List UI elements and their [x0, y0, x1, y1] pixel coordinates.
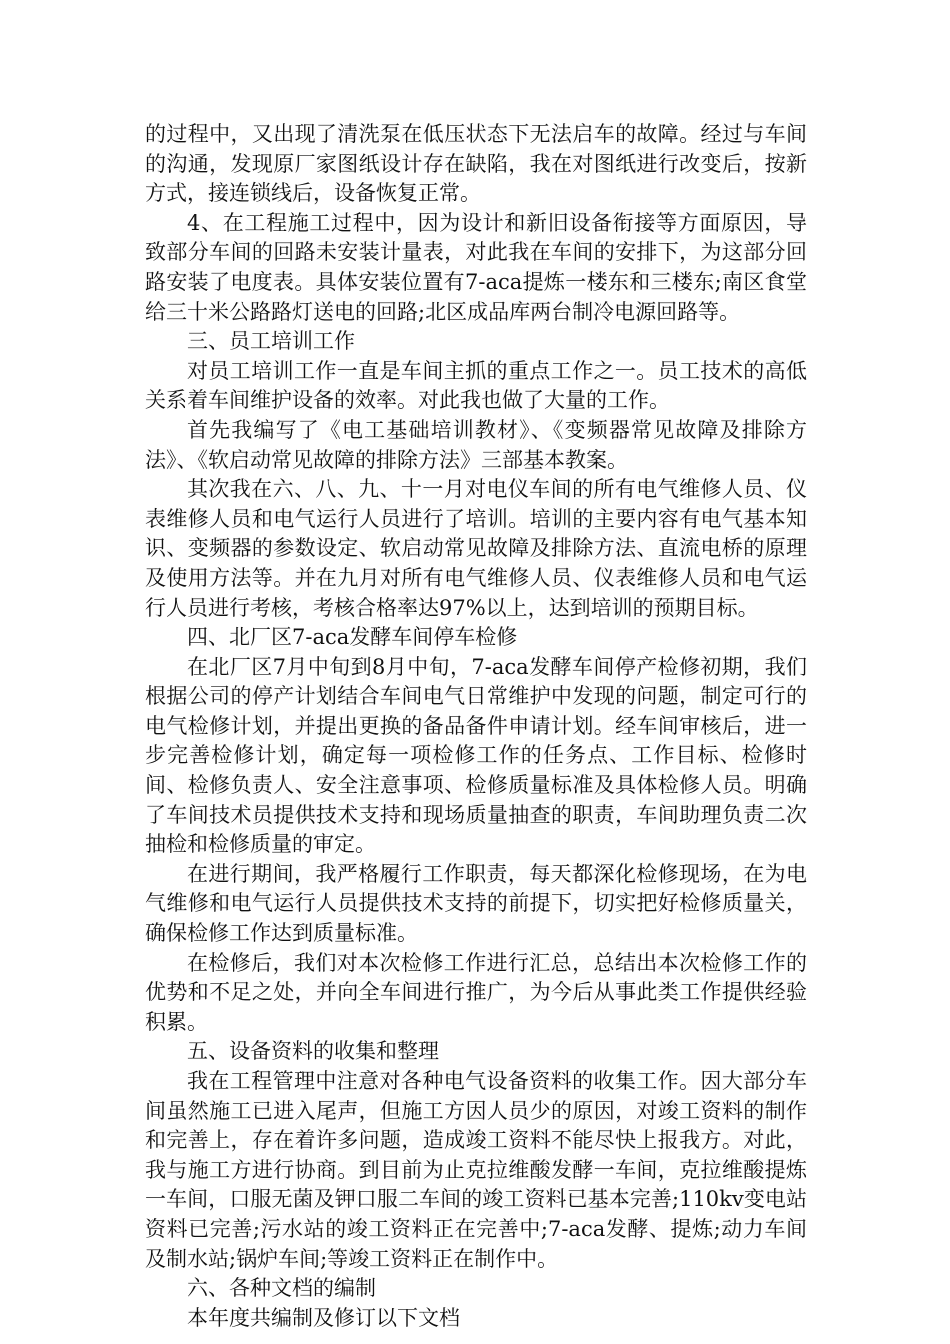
paragraph-documents-list-intro: 本年度共编制及修订以下文档	[187, 1305, 460, 1330]
paragraph-continuation: 的过程中，又出现了清洗泵在低压状态下无法启车的故障。经过与车间的沟通，发现原厂家图纸设计存在缺陷，我在对图纸进行改变后，按新方式，接连锁线后，设备恢复正常。	[145, 122, 807, 206]
paragraph-documents-collection: 我在工程管理中注意对各种电气设备资料的收集工作。因大部分车间虽然施工已进入尾声，但施工方因人员少的原因，对竣工资料的制作和完善上，存在着许多问题，造成竣工资料不能尽快上报我方。对此，我与施工方进行协商。到目前为止克拉维酸发酵一车间，克拉维酸提炼一车间，口服无菌及钾口服二车间的竣工资料已基本完善;110kv变电站资料已完善;污水站的竣工资料正在完善中;7-aca发酵、提炼;动力车间及制水站;锅炉车间;等竣工资料正在制作中。	[145, 1069, 807, 1271]
paragraph-training-materials: 首先我编写了《电工基础培训教材》、《变频器常见故障及排除方法》、《软启动常见故障的排除方法》三部基本教案。	[145, 417, 807, 472]
section-heading-6: 六、各种文档的编制	[187, 1276, 376, 1301]
paragraph-training-intro: 对员工培训工作一直是车间主抓的重点工作之一。员工技术的高低关系着车间维护设备的效率。对此我也做了大量的工作。	[145, 358, 807, 413]
section-heading-4: 四、北厂区7-aca发酵车间停车检修	[187, 625, 518, 650]
paragraph-overhaul-during: 在进行期间，我严格履行工作职责，每天都深化检修现场，在为电气维修和电气运行人员提供技术支持的前提下，切实把好检修质量关，确保检修工作达到质量标准。	[145, 861, 807, 946]
section-heading-5: 五、设备资料的收集和整理	[187, 1039, 439, 1064]
paragraph-overhaul-plan: 在北厂区7月中旬到8月中旬，7-aca发酵车间停产检修初期，我们根据公司的停产计划结合车间电气日常维护中发现的问题，制定可行的电气检修计划，并提出更换的备品备件申请计划。经车间审核后，进一步完善检修计划，确定每一项检修工作的任务点、工作目标、检修时间、检修负责人、安全注意事项、检修质量标准及具体检修人员。明确了车间技术员提供技术支持和现场质量抽查的职责，车间助理负责二次抽检和检修质量的审定。	[145, 654, 807, 857]
section-heading-3: 三、员工培训工作	[187, 329, 355, 354]
document-page	[145, 120, 807, 1333]
paragraph-overhaul-after: 在检修后，我们对本次检修工作进行汇总，总结出本次检修工作的优势和不足之处，并向全车间进行推广，为今后从事此类工作提供经验积累。	[145, 950, 807, 1034]
paragraph-training-sessions: 其次我在六、八、九、十一月对电仪车间的所有电气维修人员、仪表维修人员和电气运行人员进行了培训。培训的主要内容有电气基本知识、变频器的参数设定、软启动常见故障及排除方法、直流电桥的原理及使用方法等。并在九月对所有电气维修人员、仪表维修人员和电气运行人员进行考核，考核合格率达97%以上，达到培训的预期目标。	[145, 477, 807, 620]
paragraph-item-4: 4、在工程施工过程中，因为设计和新旧设备衔接等方面原因，导致部分车间的回路未安装计量表，对此我在车间的安排下，为这部分回路安装了电度表。具体安装位置有7-aca提炼一楼东和三楼东;南区食堂给三十米公路路灯送电的回路;北区成品库两台制冷电源回路等。	[145, 210, 807, 324]
